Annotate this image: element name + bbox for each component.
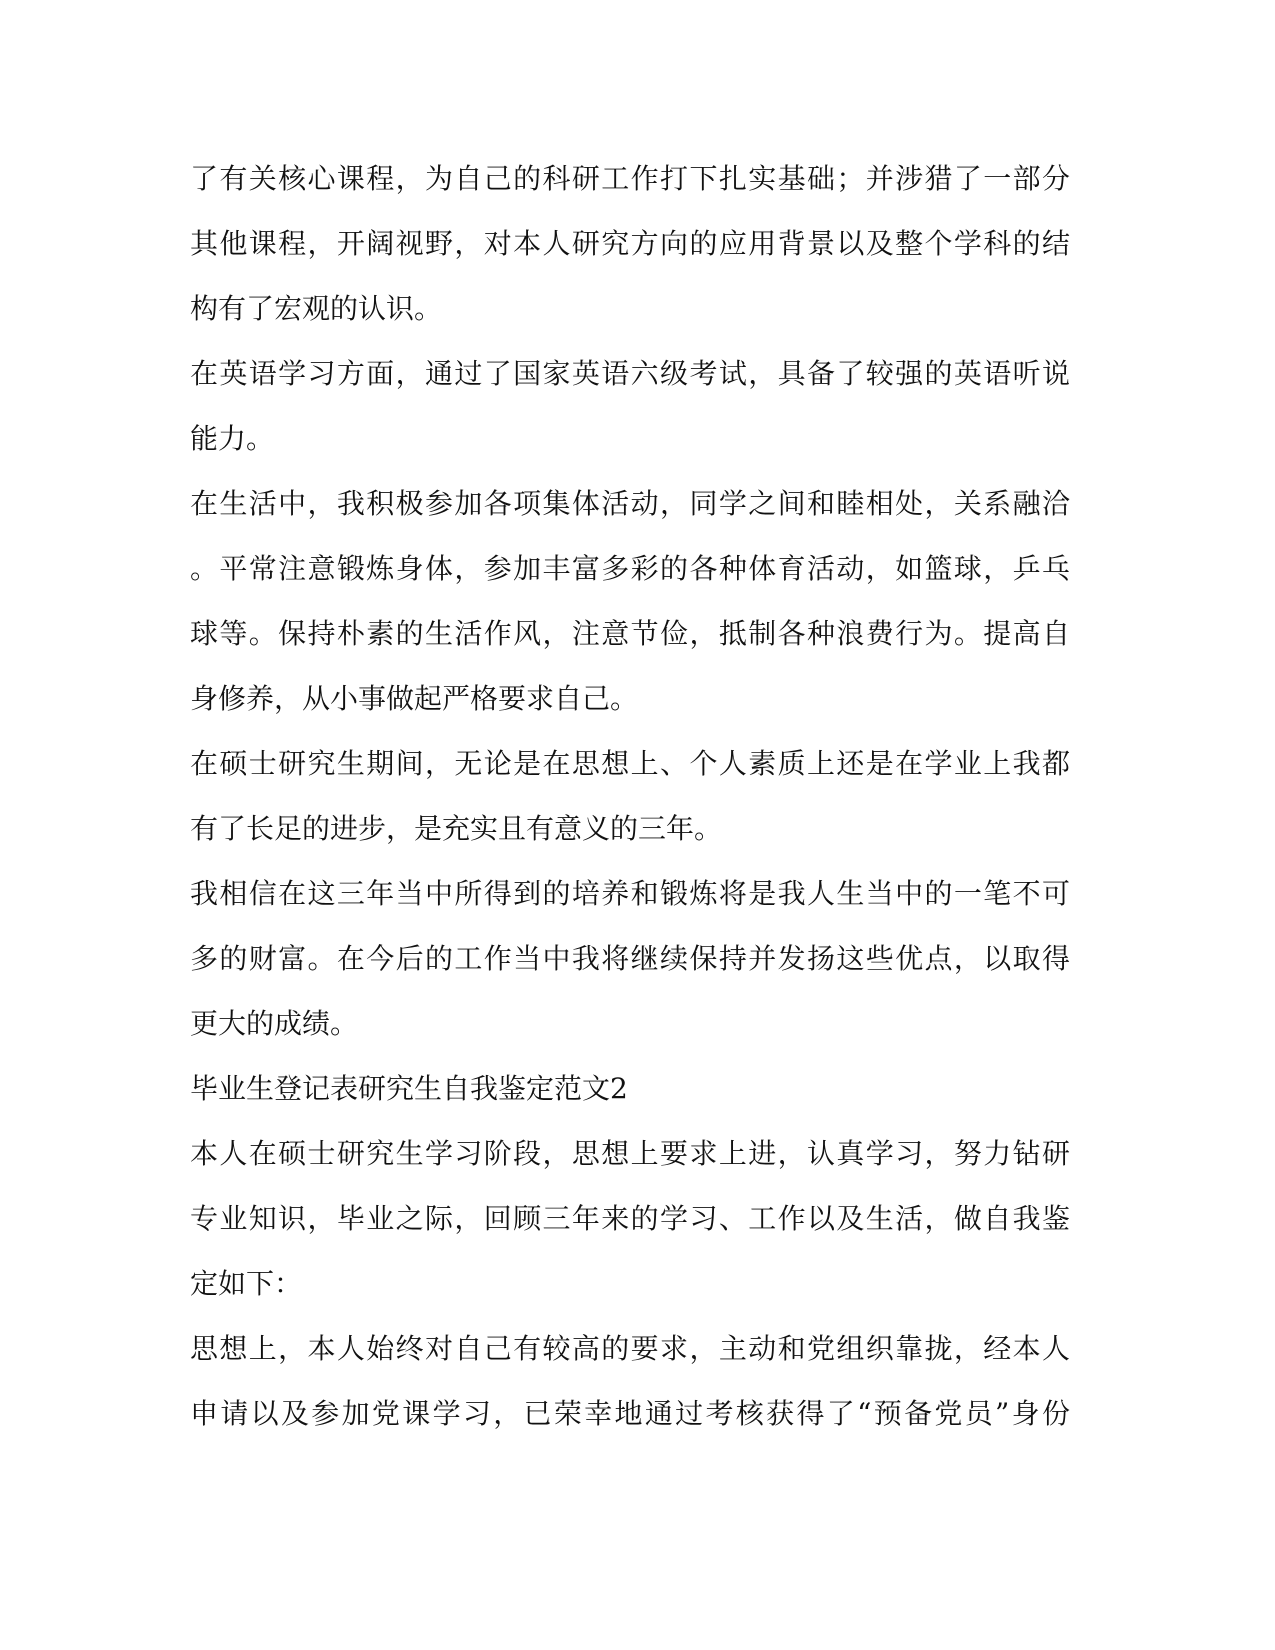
- text-line: 能力。: [190, 422, 275, 455]
- text-line: 更大的成绩。: [190, 1007, 359, 1040]
- text-line: 有了长足的进步，是充实且有意义的三年。: [190, 812, 723, 845]
- text-line: 在硕士研究生期间，无论是在思想上、个人素质上还是在学业上我都: [190, 747, 1070, 780]
- text-line: 球等。保持朴素的生活作风，注意节俭，抵制各种浪费行为。提高自: [190, 617, 1070, 650]
- text-line: 身修养，从小事做起严格要求自己。: [190, 682, 639, 715]
- text-line: 了有关核心课程，为自己的科研工作打下扎实基础；并涉猎了一部分: [190, 162, 1070, 195]
- document-body: [190, 158, 1070, 1458]
- text-line: 构有了宏观的认识。: [190, 292, 443, 325]
- text-line: 我相信在这三年当中所得到的培养和锻炼将是我人生当中的一笔不可: [190, 877, 1070, 910]
- text-line: 多的财富。在今后的工作当中我将继续保持并发扬这些优点，以取得: [190, 942, 1070, 975]
- section-heading: 毕业生登记表研究生自我鉴定范文2: [190, 1072, 628, 1105]
- text-line: 本人在硕士研究生学习阶段，思想上要求上进，认真学习，努力钻研: [190, 1137, 1070, 1170]
- text-line: 定如下：: [190, 1267, 303, 1300]
- text-line: 专业知识，毕业之际，回顾三年来的学习、工作以及生活，做自我鉴: [190, 1202, 1070, 1235]
- text-line: 思想上，本人始终对自己有较高的要求，主动和党组织靠拢，经本人: [190, 1332, 1070, 1365]
- text-line: 。平常注意锻炼身体，参加丰富多彩的各种体育活动，如篮球，乒乓: [190, 552, 1070, 585]
- text-line: 其他课程，开阔视野，对本人研究方向的应用背景以及整个学科的结: [190, 227, 1070, 260]
- text-line: 在生活中，我积极参加各项集体活动，同学之间和睦相处，关系融洽: [190, 487, 1070, 520]
- text-line: 申请以及参加党课学习，已荣幸地通过考核获得了“预备党员”身份: [190, 1397, 1070, 1430]
- text-line: 在英语学习方面，通过了国家英语六级考试，具备了较强的英语听说: [190, 357, 1070, 390]
